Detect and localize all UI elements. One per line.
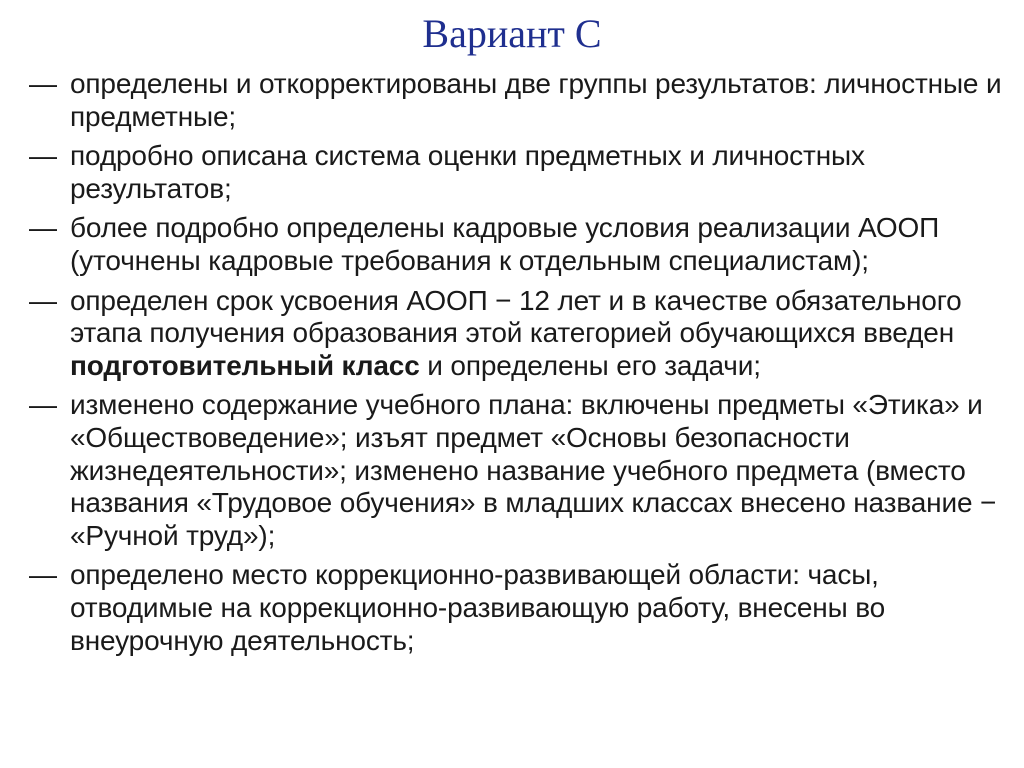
dash-marker: — (29, 212, 57, 244)
item-text: определено место коррекционно-развивающей области: часы, отводимые на коррекционно-развивающую работу, внесены во внеурочную деятельность; (70, 559, 886, 656)
dash-marker: — (29, 68, 57, 99)
list-item (29, 559, 1014, 657)
item-text: более подробно определены кадровые условия реализации АООП (уточнены кадровые требования к отдельным специалистам); (70, 212, 940, 276)
item-text-after: и определены его задачи; (419, 349, 761, 381)
item-text: подробно описана система оценки предметных и личностных результатов; (70, 140, 865, 204)
list-item (29, 285, 1014, 383)
list-item (29, 212, 1014, 277)
list-item (29, 140, 1014, 205)
item-text: определены и откорректированы две группы результатов: личностные и предметные; (70, 68, 1002, 132)
bullet-list (29, 68, 1014, 664)
item-text: изменено содержание учебного плана: включены предметы «Этика» и «Обществоведение»; изъят предмет «Основы безопасности жизнедеятельности»; изменено название учебного предмета (вместо названия «Трудовое обучения» в младших классах внесено название − «Ручной труд»); (70, 389, 997, 551)
dash-marker: — (29, 389, 57, 421)
item-text-bold: подготовительный класс (70, 349, 420, 381)
list-item (29, 68, 1014, 133)
dash-marker: — (29, 140, 57, 172)
dash-marker: — (29, 559, 57, 591)
dash-marker: — (29, 284, 57, 316)
slide-title: Вариант С (422, 11, 602, 56)
item-text-before: определен срок усвоения АООП − 12 лет и в качестве обязательного этапа получения образования этой категорией обучающихся введен (70, 284, 962, 349)
list-item (29, 389, 1014, 552)
